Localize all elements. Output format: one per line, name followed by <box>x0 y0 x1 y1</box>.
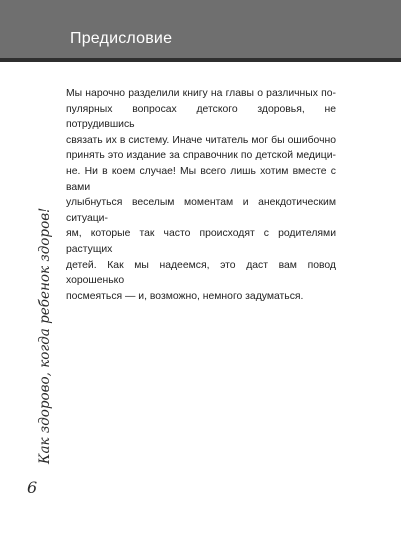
section-title: Предисловие <box>70 30 173 47</box>
page-number: 6 <box>27 478 38 497</box>
paragraph-line: ям, которые так часто происходят с родителями растущих <box>66 228 336 255</box>
paragraph-line: принять это издание за справочник по детской медици- <box>66 150 336 162</box>
paragraph-line: Мы нарочно разделили книгу на главы о различных по- <box>66 88 336 99</box>
paragraph-line: пулярных вопросах детского здоровья, не потрудившись <box>66 103 336 131</box>
header-stripe <box>0 58 401 62</box>
paragraph-line: улыбнуться веселым моментам и анекдотическим ситуаци- <box>66 197 336 224</box>
paragraph-line: не. Ни в коем случае! Мы всего лишь хотим вместе с вами <box>66 165 336 193</box>
paragraph-line: связать их в систему. Иначе читатель мог бы ошибочно <box>66 134 336 146</box>
book-title-caption: Как здорово, когда ребенок здоров! <box>37 207 53 464</box>
body-paragraph <box>66 86 336 304</box>
paragraph-line: детей. Как мы надеемся, это даст вам повод хорошенько <box>66 259 336 287</box>
paragraph-line: посмеяться — и, возможно, немного задуматься. <box>66 290 304 302</box>
header-bar <box>0 0 401 58</box>
